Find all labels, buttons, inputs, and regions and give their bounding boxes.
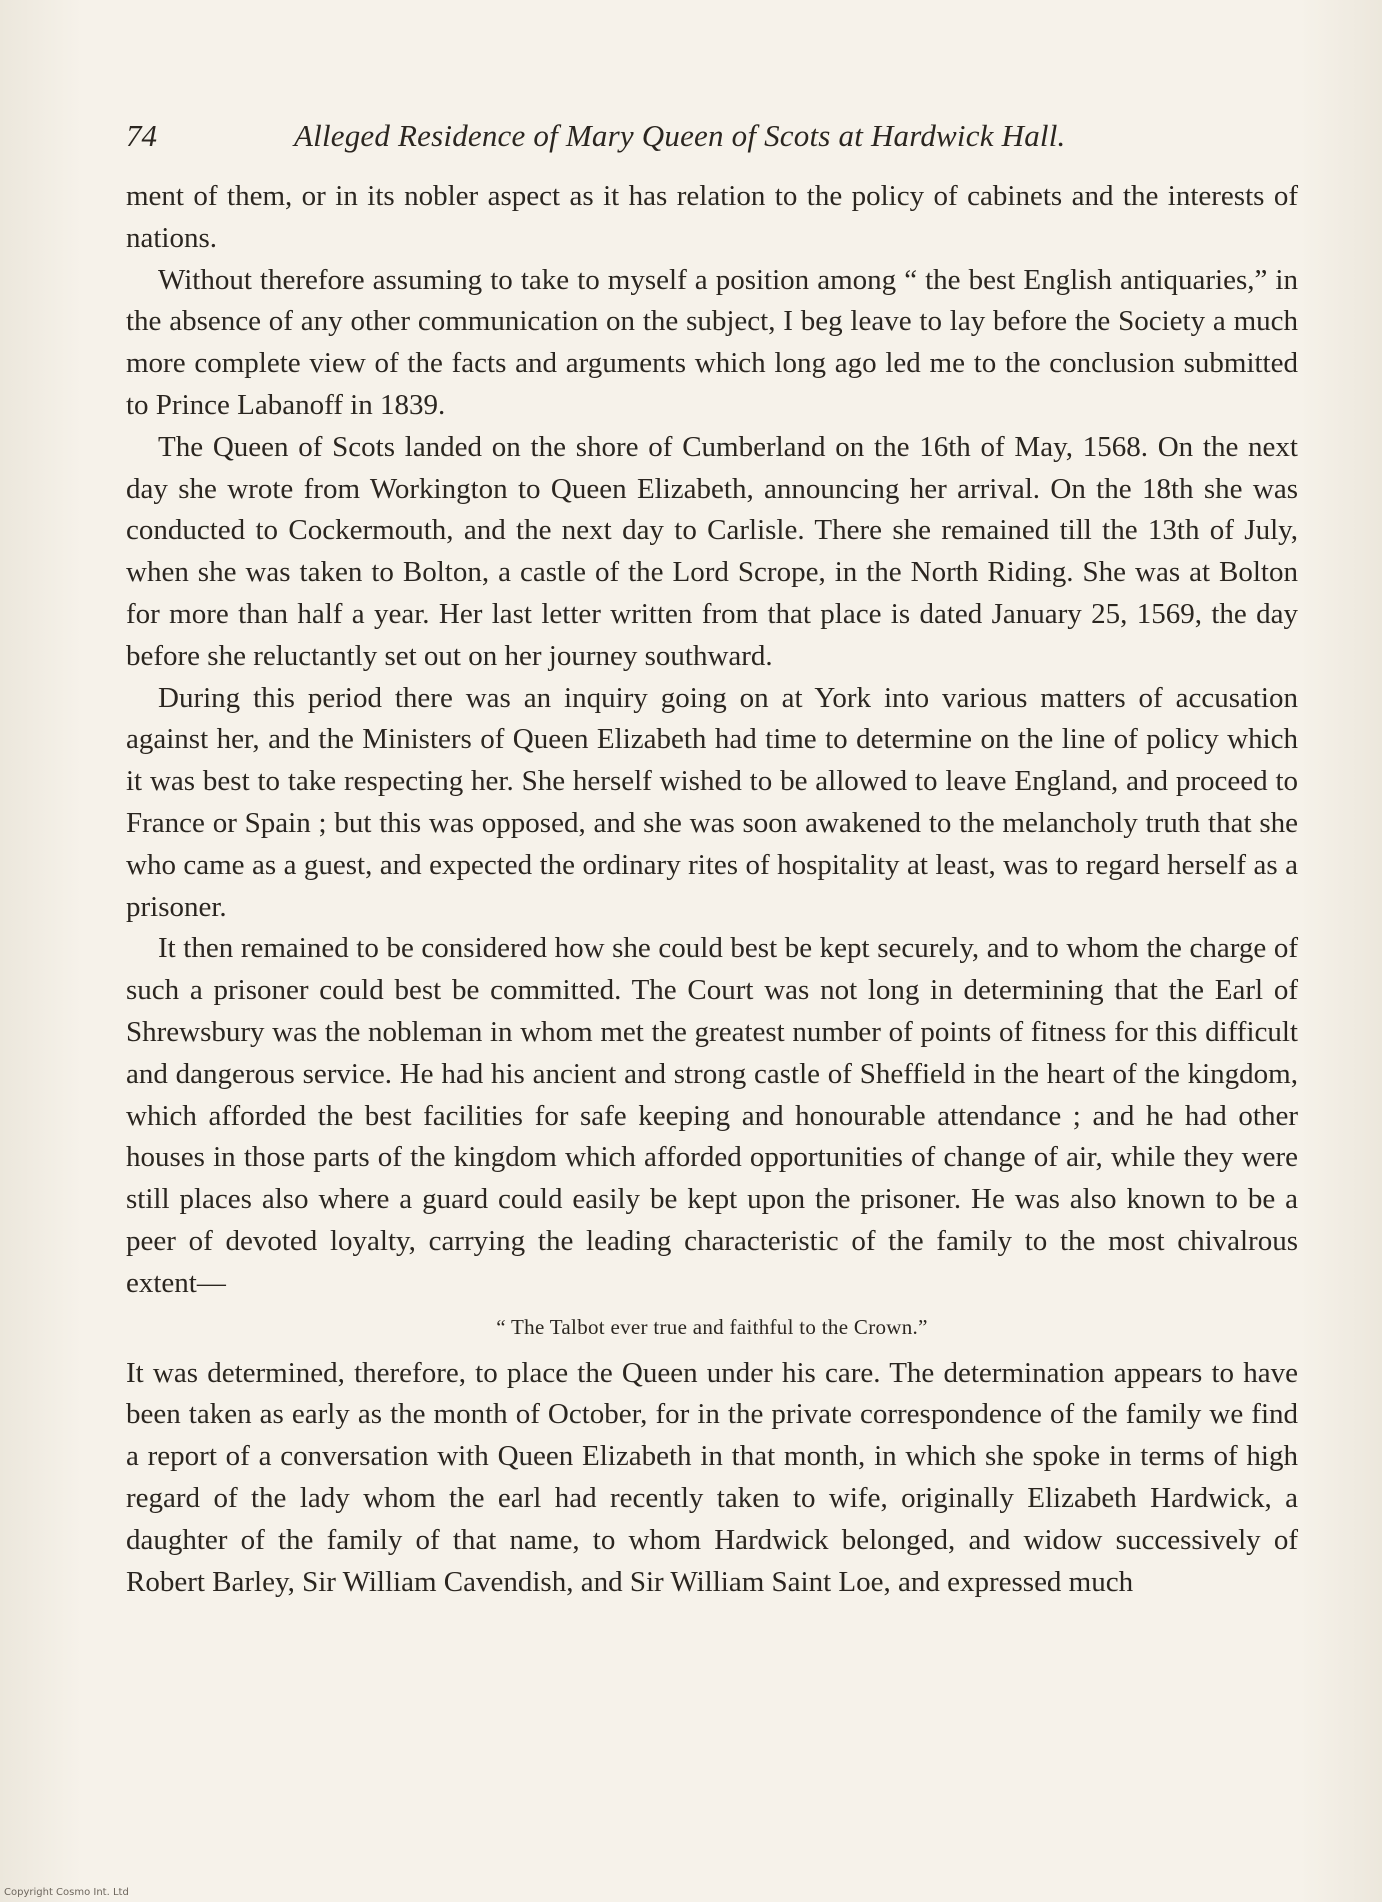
block-quote: “ The Talbot ever true and faithful to the Crown.”: [496, 1314, 928, 1339]
paragraph-after-quote: It was determined, therefore, to place the Queen under his care. The determination appears to have been taken as early as the month of October, for in the private correspondence of the family we find a report of a conversation with Queen Elizabeth in that month, in which she spoke in terms of high regard of the lady whom the earl had recently taken to wife, originally Elizabeth Hardwick, a daughter of the family of that name, to whom Hardwick belonged, and widow successively of Robert Barley, Sir William Cavendish, and Sir William Saint Loe, and expressed much: [126, 1356, 1298, 1598]
page-header: [126, 118, 1136, 162]
paragraph: During this period there was an inquiry going on at York into various matters of accusation against her, and the Ministers of Queen Elizabeth had time to determine on the line of policy which it was best to take respecting her. She herself wished to be allowed to leave England, and proceed to France or Spain ; but this was opposed, and she was soon awakened to the melancholy truth that she who came as a guest, and expected the ordinary rites of hospitality at least, was to regard herself as a prisoner.: [126, 681, 1298, 923]
body-text: [126, 176, 1298, 1603]
copyright-notice: Copyright Cosmo Int. Ltd: [4, 1887, 129, 1898]
paragraph: The Queen of Scots landed on the shore of Cumberland on the 16th of May, 1568. On the next day she wrote from Workington to Queen Elizabeth, announcing her arrival. On the 18th she was conducted to Cockermouth, and the next day to Carlisle. There she remained till the 13th of July, when she was taken to Bolton, a castle of the Lord Scrope, in the North Riding. She was at Bolton for more than half a year. Her last letter written from that place is dated January 25, 1569, the day before she reluctantly set out on her journey southward.: [126, 430, 1298, 672]
paragraph: Without therefore assuming to take to myself a position among “ the best English antiquaries,” in the absence of any other communication on the subject, I beg leave to lay before the Society a much more complete view of the facts and arguments which long ago led me to the conclusion submitted to Prince Labanoff in 1839.: [126, 263, 1298, 421]
running-title: Alleged Residence of Mary Queen of Scots at Hardwick Hall.: [294, 118, 1066, 153]
paragraph: It then remained to be considered how she could best be kept securely, and to whom the charge of such a prisoner could best be committed. The Court was not long in determining that the Earl of Shrewsbury was the nobleman in whom met the greatest number of points of fitness for this difficult and dangerous service. He had his ancient and strong castle of Sheffield in the heart of the kingdom, which afforded the best facilities for safe keeping and honourable attendance ; and he had other houses in those parts of the kingdom which afforded opportunities of change of air, while they were still places also where a guard could easily be kept upon the prisoner. He was also known to be a peer of devoted loyalty, carrying the leading characteristic of the family to the most chivalrous extent—: [126, 932, 1298, 1299]
paragraph-continued: ment of them, or in its nobler aspect as it has relation to the policy of cabinets and the interests of nations.: [126, 180, 1298, 254]
page-number: 74: [126, 118, 157, 153]
